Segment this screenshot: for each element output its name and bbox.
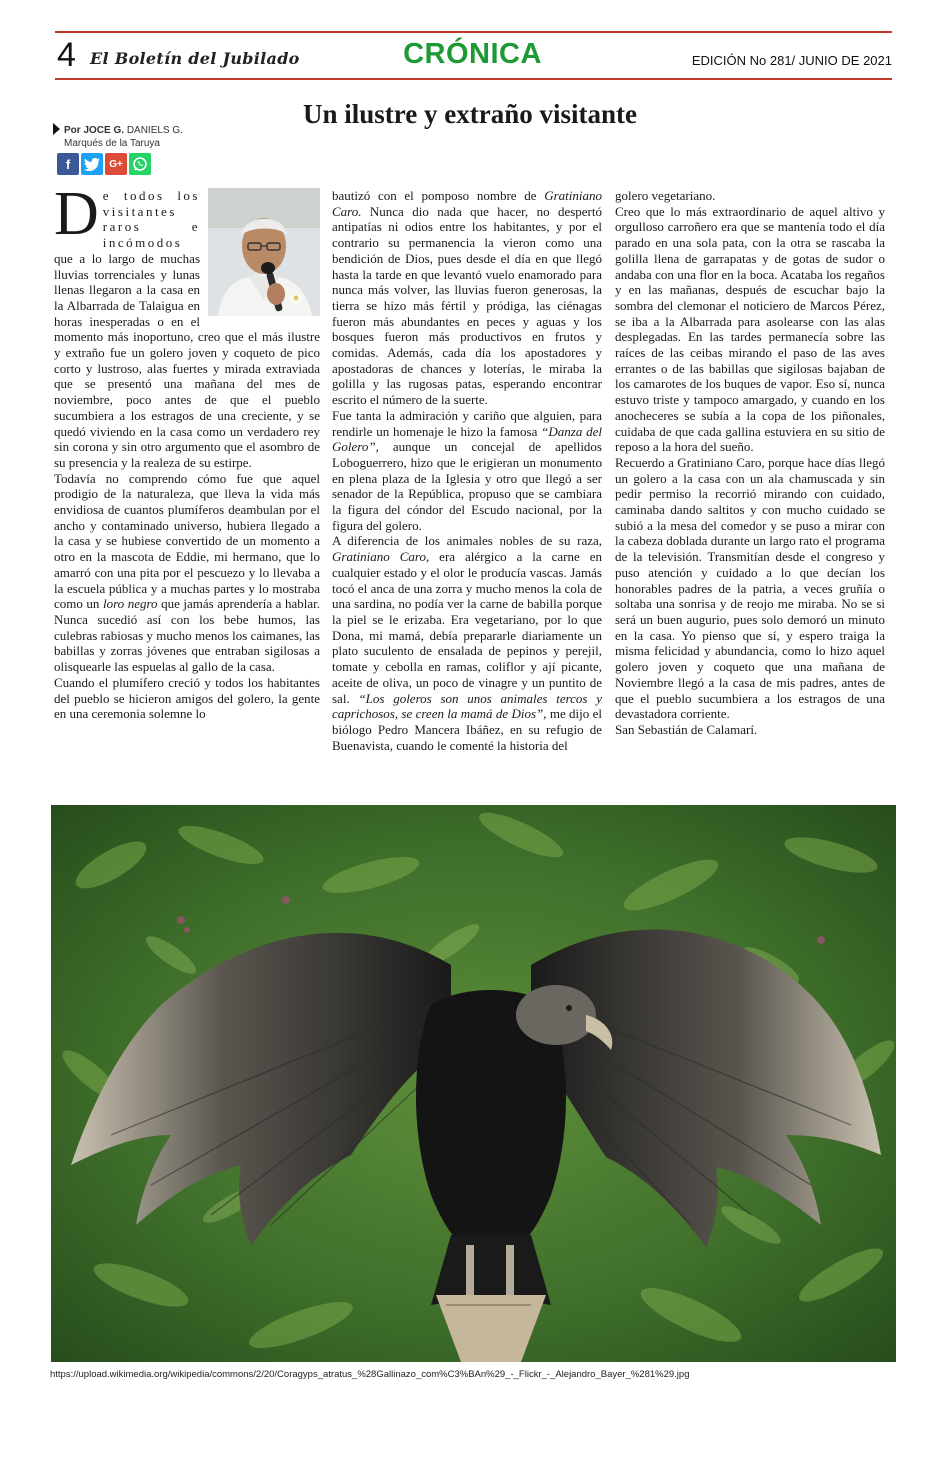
social-share-bar	[57, 153, 151, 175]
italic-text: “Los goleros son unos animales tercos y caprichosos, se creen la mamá de Dios”,	[332, 690, 602, 722]
author-portrait	[208, 188, 320, 316]
article-headline: Un ilustre y extraño visitante	[303, 99, 637, 129]
spaced-line-2: visitantes raros	[102, 203, 177, 235]
twitter-icon[interactable]	[81, 153, 103, 175]
article-column-3	[615, 188, 885, 738]
facebook-icon[interactable]: f	[57, 153, 79, 175]
spaced-line-3: e incómodos	[102, 219, 200, 251]
italic-text: Gratiniano Caro.	[332, 188, 602, 219]
edition-info: EDICIÓN No 281/ JUNIO DE 2021	[691, 53, 892, 68]
drop-cap: D	[54, 180, 99, 248]
byline-author-rest: DANIELS G.	[126, 125, 183, 136]
byline	[53, 123, 183, 150]
italic-text: “Danza del Golero”,	[332, 423, 603, 455]
paragraph-text: Fue tanta la admiración y cariño que alguien, para rendirle un homenaje le hizo la famosa	[332, 407, 602, 439]
byline-title: Marqués de la Taruya	[64, 138, 160, 149]
paragraph: Recuerdo a Gratiniano Caro, porque hace días llegó un golero a la casa con un ala chamuscada y sin pedir permiso la recorrió mirando con cuidado, caminaba dando saltitos y con mucho cuidado se subió a la mesa del comedor y se puso a mirar con la cabeza doblada durante un largo rato el programa de la televisión. Transmitían desde el congreso y puso atención y cuidado a lo que decían los honorables padres de la patria, a veces gruñía o soltaba una sonrisa y de reojo me miraba. No se si será un buen augurio, pues solo demoró un minuto en la casa. Yo pienso que sí, y espero traiga la misma felicidad y abundancia, como lo hizo aquel golero joven y coqueto que una mañana de Noviembre llegó a la casa de mis padres, antes de que el pueblo sucumbiera a los estragos de una devastadora corriente.	[615, 454, 885, 722]
section-title: CRÓNICA	[403, 38, 542, 70]
photo-credit[interactable]: https://upload.wikimedia.org/wikipedia/commons/2/20/Coragyps_atratus_%28Gallinazo_com%C3%BAn%29_-_Flickr_-_Alejandro_Bayer_%281%29.jpg	[50, 1369, 690, 1380]
byline-prefix: Por	[64, 125, 81, 136]
paragraph	[332, 408, 602, 534]
paragraph-text: aunque un concejal de apellidos Loboguerrero, hizo que le erigieran un monumento en plena plaza de la Iglesia y otro que llegó a ser senador de la República, propuso que se cambiara la figura del cóndor del Escudo nacional, por la figura del golero.	[332, 439, 602, 533]
paragraph-text: A diferencia de los animales nobles de su raza,	[332, 533, 602, 549]
vulture-photo	[51, 805, 896, 1362]
paragraph-text: bautizó con el pomposo nombre de	[332, 188, 537, 203]
paragraph	[332, 188, 602, 408]
paragraph: Cuando el plumífero creció y todos los habitantes del pueblo se hicieron amigos del golero, la gente en una ceremonia solemne lo	[54, 674, 320, 722]
italic-text: loro negro	[102, 596, 158, 612]
whatsapp-icon[interactable]	[129, 153, 151, 175]
spaced-line-1: e todos los	[102, 188, 200, 203]
triangle-bullet-icon	[53, 123, 60, 135]
paragraph-text: , era alérgico a la carne en cualquier estado y el olor le producía vascas. Jamás tocó el anca de una zorra y mucho menos la cola de una sardina, no podía ver la carne de babilla porque la piel se le erizaba. Era vegetariano, por lo que Dona, mi mamá, debía prepararle diariamente un plato suculento de ensalada de pepinos y perejil, tomate y cebolla en ramas, coliflor y ají picante, aceite de oliva, un poco de vinagre y un puntito de sal.	[332, 549, 602, 706]
page-number: 4	[57, 36, 76, 74]
top-rule	[55, 31, 892, 33]
paragraph: golero vegetariano.	[615, 188, 716, 203]
paragraph-text: Todavía no comprendo cómo fue que aquel prodigio de la naturaleza, que lleva la vida más envidiosa de cuantos plumíferos deambulan por el ancho y contaminado universo, hubiera llegado a la casa y se hubiese convertido de un momento a otro en la mascota de Eddie, mi hermano, que lo amarró con una pita por el pescuezo y lo llevaba a la escuela pública y a muchas partes y lo mostraba como un	[54, 470, 320, 612]
paragraph-text: me dijo el biólogo Pedro Mancera Ibáñez, en su refugio de Buenavista, cuando le comenté la historia del	[332, 706, 602, 753]
paragraph-text: que a lo largo de muchas lluvias torrenciales y lunas llenas llegaron a la casa en la Albarrada de Talaigua en horas inesperadas o en el momento más inoportuno, creo que el más ilustre y extraño fue un golero joven y coqueto de pico corto y lustroso, alas fuertes y mirada extraviada que se presentó una mañana del mes de noviembre, poco antes de que el pueblo sucumbiera a los estragos de una creciente, y se quedó viviendo en la casa como un verdadero rey sin corona y sin otro argumento que el asombro de su presencia y la realeza de su estirpe.	[54, 250, 320, 470]
article-column-2	[332, 188, 602, 753]
article-column-1	[54, 180, 320, 722]
google-plus-icon[interactable]: G+	[105, 153, 127, 175]
paragraph	[332, 533, 602, 753]
paragraph: Creo que lo más extraordinario de aquel altivo y orgulloso carroñero era que se mantenía todo el día parado en una sola pata, con la otra se rascaba la golilla llena de garrapatas y de gotas de sudor o andaba con una flor en la boca. Acataba los regaños y en las mañanas, después de escuchar bajo la sombra del clemonar el noticiero de Marcos Pérez, se iba a la Albarrada para asolearse con las alas desplegadas. En las tardes permanecía sobre las raíces de las ceibas mirando el paso de las aves errantes o de las babillas que sigilosas bajaban de los camarotes de los buques de vapor. Eso sí, nunca estuvo triste y tampoco amargado, y cuando en los anocheceres se subía a la copa de los piñonales, cuidaba de que cada gallina estuviera en su sitio de reposo a la hora del sueño.	[615, 203, 885, 455]
publication-name: El Boletín del Jubilado	[90, 49, 300, 68]
paragraph-text: Nunca dio nada que hacer, no despertó antipatías ni odios entre los habitantes, y por el contrario su permanencia la vieron como una bendición de Dios, pues desde el día en que llegó hasta la tarde en que levantó vuelo enamorado para nunca más volver, las lluvias fueron generosas, la tierra se hizo más fértil y pródiga, las ciénagas fueron más abundantes en peces y aguas y los bosques fueron más productivos en frutos y comidas. Además, cada día los apostadores y apostadoras de chances y loterías, le miraba la golilla y las rugosas patas, esperando encontrar escrito el número de la suerte.	[332, 203, 602, 408]
paragraph-text: que jamás aprendería a hablar. Nunca sucedió así con los bebe humos, las culebras rabiosas y mucho menos los caimanes, las babillas y zorras jóvenes que entraban sigilosas a olisquearle las espuelas al gallo de la casa.	[54, 596, 320, 675]
paragraph	[54, 471, 320, 675]
header-bottom-rule	[55, 78, 892, 80]
sign-off: San Sebastián de Calamarí.	[615, 721, 758, 737]
italic-text: Gratiniano Caro	[332, 549, 426, 565]
byline-author-bold: JOCE G.	[83, 125, 125, 136]
